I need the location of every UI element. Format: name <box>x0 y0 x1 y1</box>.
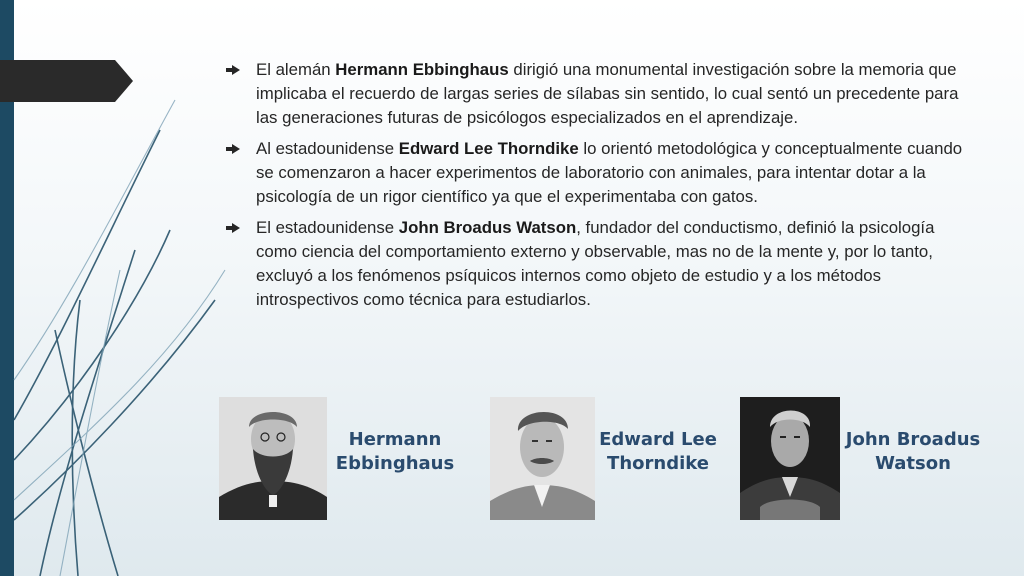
decorative-curves <box>14 130 215 576</box>
bullet-name: Hermann Ebbinghaus <box>335 60 509 79</box>
bullet-item <box>226 216 966 312</box>
bullet-list <box>226 58 966 319</box>
caption-line-1: Hermann <box>348 429 442 450</box>
bullet-text-pre: El estadounidense <box>256 218 399 237</box>
portrait-watson <box>740 397 840 520</box>
arrow-right-icon <box>226 223 240 233</box>
caption-line-1: John Broadus <box>845 429 981 450</box>
caption-ebbinghaus <box>333 428 457 476</box>
portrait-thorndike <box>490 397 595 520</box>
caption-line-2: Watson <box>875 453 951 474</box>
arrow-right-icon <box>226 65 240 75</box>
arrow-right-icon <box>226 144 240 154</box>
portrait-ebbinghaus <box>219 397 327 520</box>
bullet-item <box>226 137 966 209</box>
bullet-text-post: lo orientó metodológica y conceptualmente cuando se comenzaron a hacer experimentos de laboratorio con animales, para intentar dotar a la psicología de un rigor científico ya que el experimentaba con gatos. <box>256 139 963 206</box>
bullet-text-post: dirigió una monumental investigación sobre la memoria que implicaba el recuerdo de largas series de sílabas sin sentido, lo cual sentó un precedente para las generaciones futuras de psicólogos especializados en el aprendizaje. <box>256 60 959 127</box>
title-tab-shape <box>0 60 133 102</box>
caption-line-2: Thorndike <box>607 453 709 474</box>
caption-line-1: Edward Lee <box>599 429 717 450</box>
caption-watson <box>840 428 986 476</box>
bullet-name: John Broadus Watson <box>398 218 577 237</box>
bullet-name: Edward Lee Thorndike <box>398 139 579 158</box>
bullet-text-pre: El alemán <box>256 60 336 79</box>
bullet-text-post: , fundador del conductismo, definió la psicología como ciencia del comportamiento externo y observable, mas no de la mente y, por lo tanto, excluyó a los fenómenos psíquicos internos como objeto de estudio y a los métodos introspectivos como técnica para estudiarlos. <box>256 218 935 309</box>
bullet-text-pre: Al estadounidense <box>256 139 399 158</box>
caption-line-2: Ebbinghaus <box>335 453 455 474</box>
caption-thorndike <box>598 428 718 476</box>
bullet-item <box>226 58 966 130</box>
